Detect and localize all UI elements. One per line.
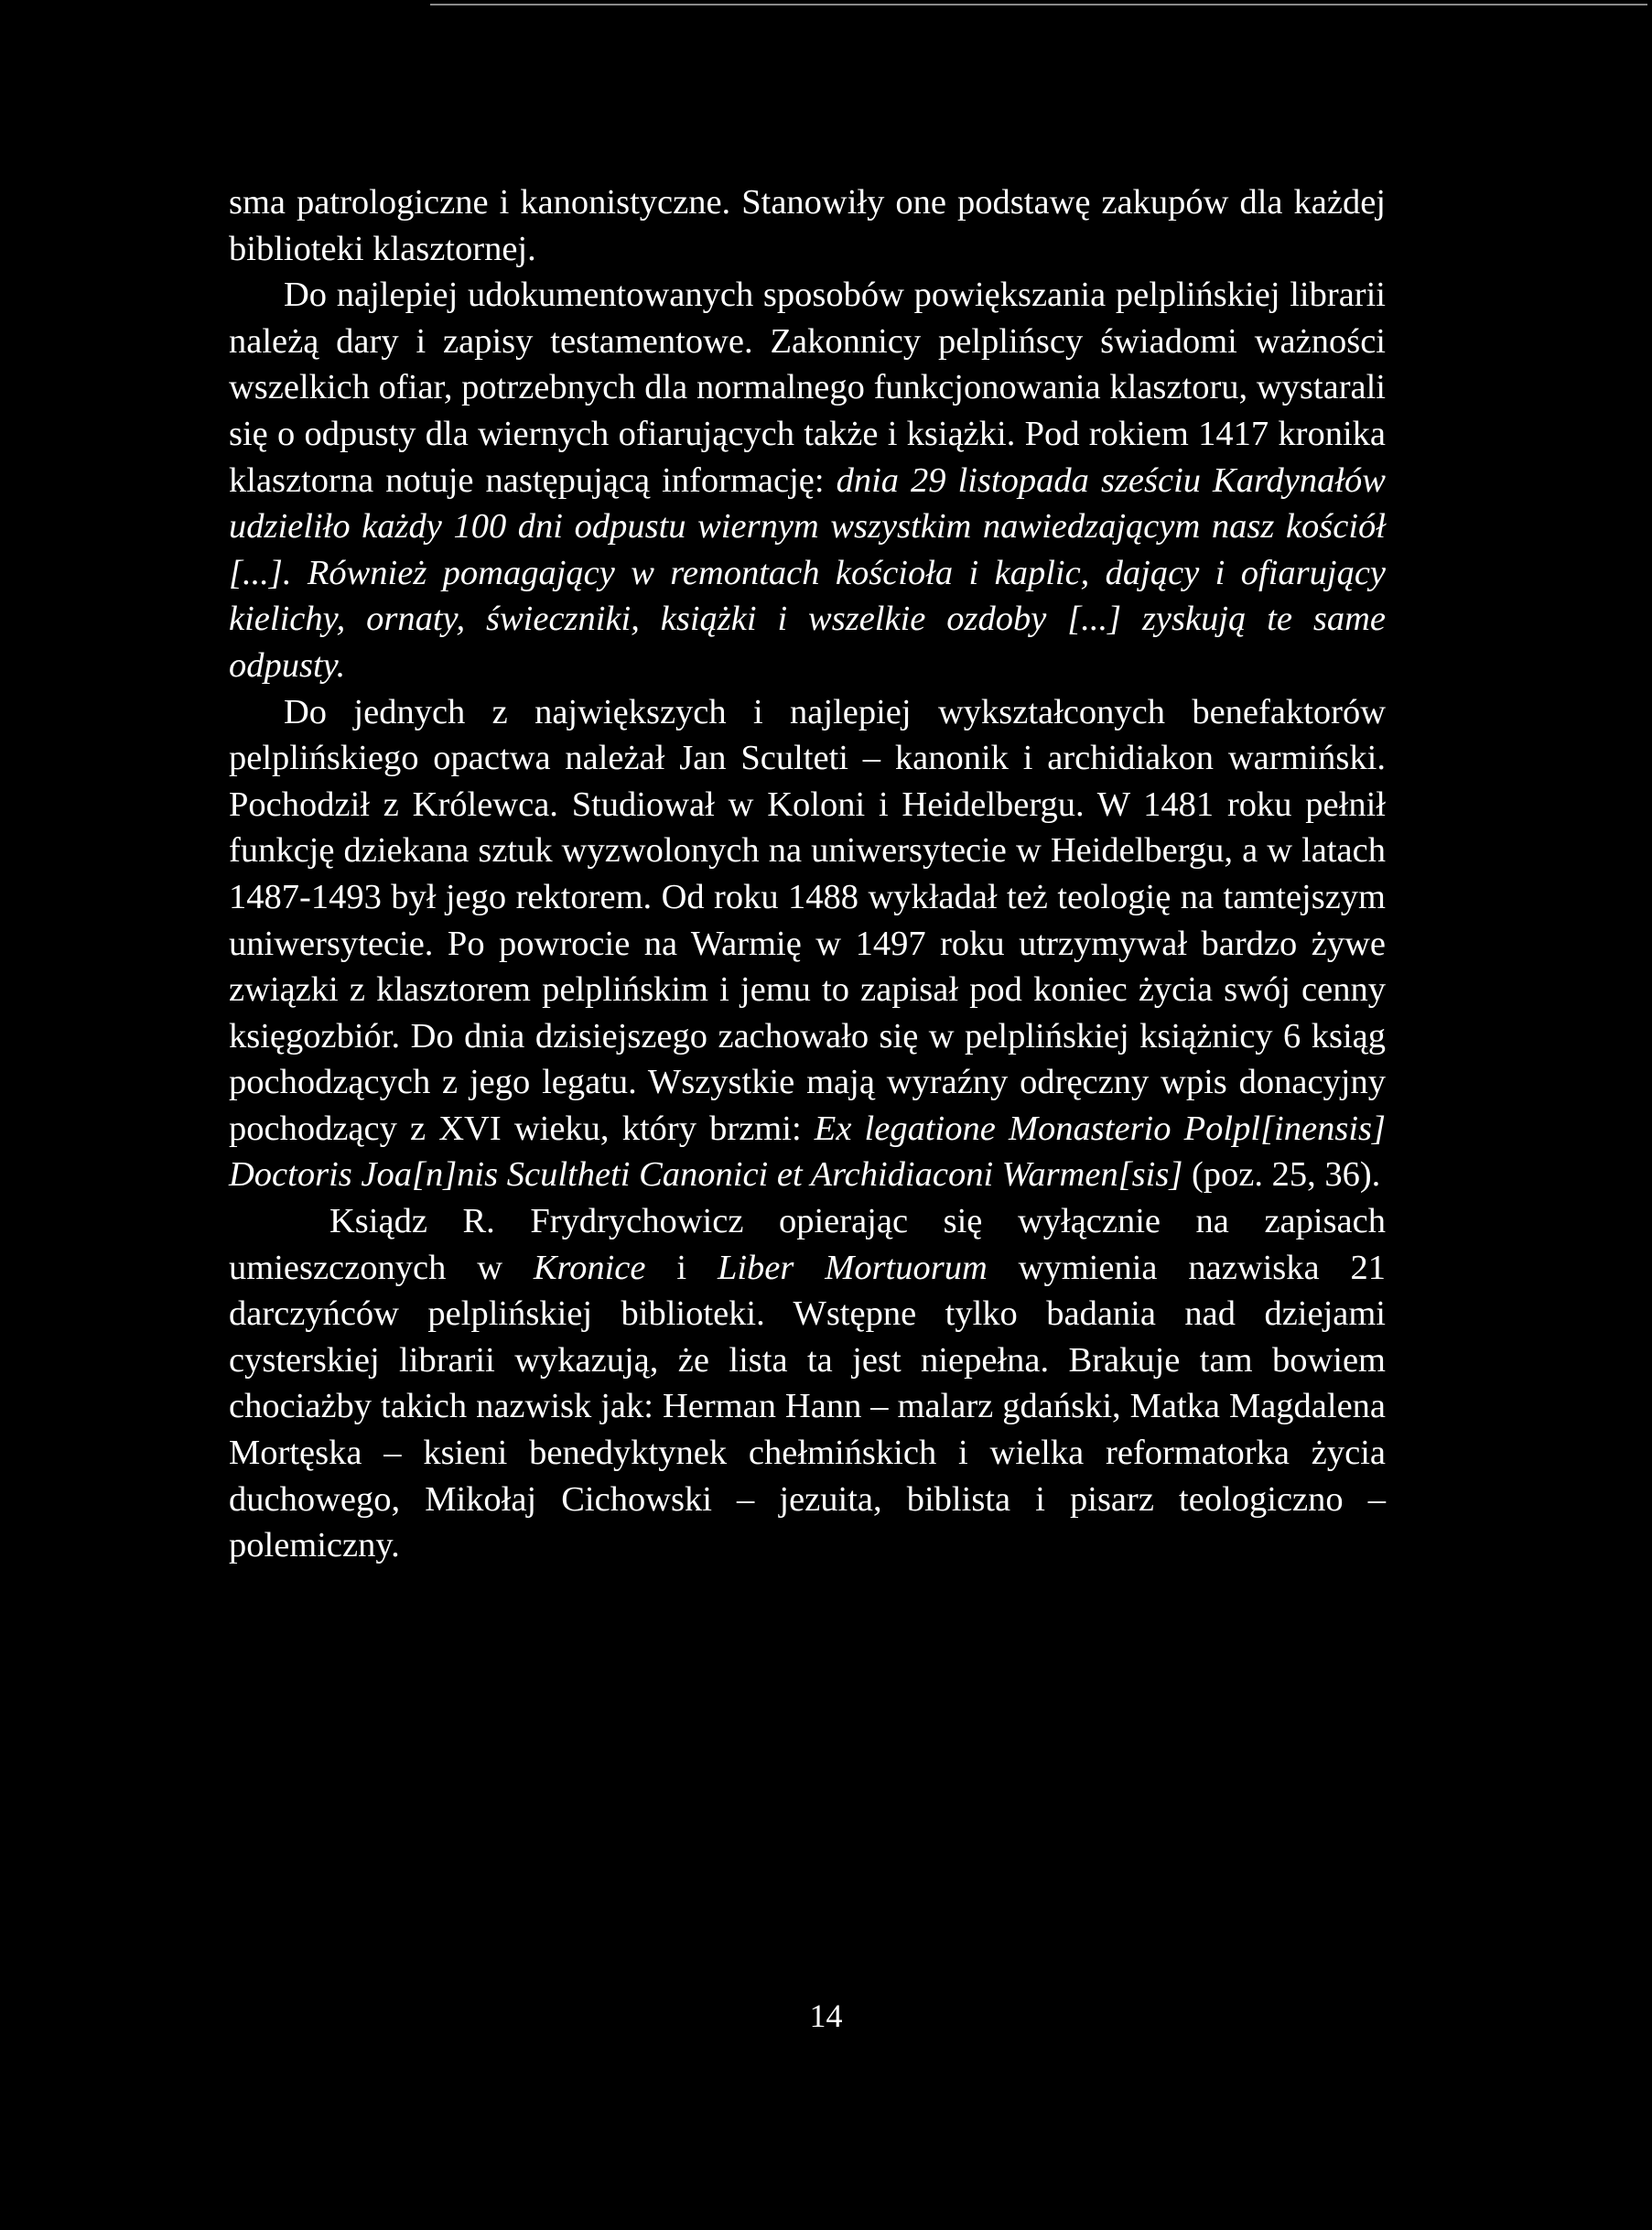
paragraph-4-text-a: Ksiądz R. Frydrychowicz opierając się wyłącznie na zapisach umieszczonych w	[229, 1202, 1386, 1287]
page-number: 14	[809, 1997, 843, 2034]
paragraph-4-text-b: i	[645, 1248, 718, 1287]
paragraph-1	[229, 179, 1386, 272]
paragraph-2-quote: dnia 29 listopada sześciu Kardynałów udzieliło każdy 100 dni odpustu wiernym wszystkim nawiedzającym nasz kościół [...]. Również pomagający w remontach kościoła i kaplic, dający i ofiarujący kielichy, ornaty, świeczniki, książki i wszelkie ozdoby [...] zyskują te same odpusty.	[229, 460, 1386, 685]
paragraph-4-title-liber-mortuorum: Liber Mortuorum	[717, 1248, 988, 1287]
paragraph-3-text: Do jednych z największych i najlepiej wykształconych benefaktorów pelplińskiego opactwa należał Jan Sculteti – kanonik i archidiakon warmiński. Pochodził z Królewca. Studiował w Koloni i Heidelbergu. W 1481 roku pełnił funkcję dziekana sztuk wyzwolonych na uniwersytecie w Heidelbergu, a w latach 1487-1493 był jego rektorem. Od roku 1488 wykładał też teologię na tamtejszym uniwersytecie. Po powrocie na Warmię w 1497 roku utrzymywał bardzo żywe związki z klasztorem pelplińskim i jemu to zapisał pod koniec życia swój cenny księgozbiór. Do dnia dzisiejszego zachowało się w pelplińskiej książnicy 6 ksiąg pochodzących z jego legatu. Wszystkie mają wyraźny odręczny wpis donacyjny pochodzący z XVI wieku, który brzmi:	[229, 692, 1386, 1148]
paragraph-3-reference: (poz. 25, 36).	[1182, 1155, 1381, 1195]
body-text	[229, 179, 1386, 1569]
paragraph-1-text: sma patrologiczne i kanonistyczne. Stanowiły one podstawę zakupów dla każdej biblioteki klasztornej.	[229, 183, 1386, 268]
paragraph-3	[229, 689, 1386, 1199]
paragraph-2-text: Do najlepiej udokumentowanych sposobów powiększania pelplińskiej librarii należą dary i zapisy testamentowe. Zakonnicy pelplińscy świadomi ważności wszelkich ofiar, potrzebnych dla normalnego funkcjonowania klasztoru, wystarali się o odpusty dla wiernych ofiarujących także i książki. Pod rokiem 1417 kronika klasztorna notuje następującą informację:	[229, 276, 1386, 500]
top-scan-rule	[430, 4, 1647, 5]
paragraph-4	[229, 1198, 1386, 1569]
paragraph-3-inscription: Ex legatione Monasterio Polpl[inensis] Doctoris Joa[n]nis Scultheti Canonici et Archidiaconi Warmen[sis]	[229, 1109, 1386, 1195]
paragraph-4-title-kronice: Kronice	[533, 1248, 646, 1287]
paragraph-4-text-c: wymienia nazwiska 21 darczyńców pelplińskiej biblioteki. Wstępne tylko badania nad dziejami cysterskiej librarii wykazują, że lista ta jest niepełna. Brakuje tam bowiem chociażby takich nazwisk jak: Herman Hann – malarz gdański, Matka Magdalena Mortęska – ksieni benedyktynek chełmińskich i wielka reformatorka życia duchowego, Mikołaj Cichowski – jezuita, biblista i pisarz teologiczno – polemiczny.	[229, 1248, 1386, 1565]
paragraph-2	[229, 272, 1386, 688]
